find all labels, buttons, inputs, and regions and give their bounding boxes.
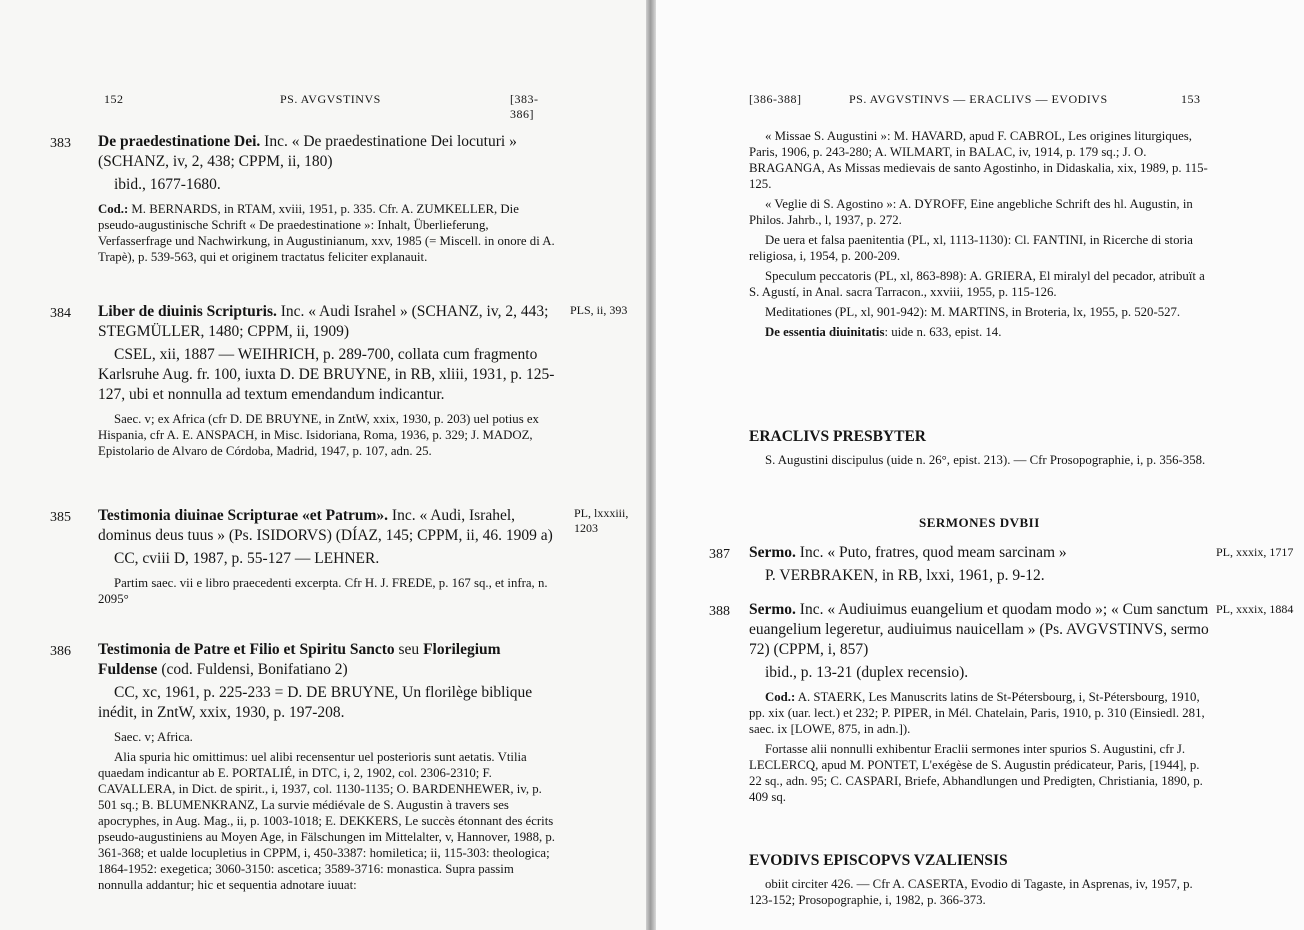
- entry-number: 384: [50, 306, 71, 321]
- left-range: [383-386]: [510, 92, 539, 121]
- right-runhead-title: PS. AVGVSTINVS — ERACLIVS — EVODIVS: [849, 92, 1108, 106]
- entry-note: M. BERNARDS, in RTAM, xviii, 1951, p. 335. Cfr. A. ZUMKELLER, Die pseudo-augustinische Schrift « De praedestinatione »: Inhalt, Überlieferung, Verfasserfrage und Nachwirkung, in Augustinianum, xxv, 1985 (= Miscell. in onore di A. Trapè), p. 539-563, qui et originem tractatus feliciter explanauit.: [98, 202, 555, 264]
- left-folio: 152: [104, 92, 124, 106]
- right-folio: 153: [1181, 92, 1201, 106]
- entry-386: [50, 640, 556, 893]
- entry-number: 383: [50, 136, 71, 151]
- entry-387: [709, 543, 1211, 586]
- right-range: [386-388]: [749, 92, 802, 106]
- pseudo-item: De uera et falsa paenitentia (PL, xl, 1113-1130): Cl. FANTINI, in Ricerche di storia religiosa, i, 1954, p. 200-209.: [749, 233, 1193, 263]
- entry-title: Liber de diuinis Scripturis.: [98, 303, 277, 320]
- margin-ref-384: PLS, ii, 393: [570, 303, 628, 317]
- entry-385: [50, 506, 556, 607]
- entry-title: Sermo.: [749, 601, 796, 618]
- essentia-text: : uide n. 633, epist. 14.: [884, 325, 1002, 339]
- eraclius-intro: [749, 452, 1211, 468]
- pseudo-item: Meditationes (PL, xl, 901-942): M. MARTINS, in Broteria, lx, 1955, p. 520-527.: [765, 305, 1181, 319]
- entry-number: 385: [50, 510, 71, 525]
- entry-number: 387: [709, 547, 730, 562]
- eraclius-text: S. Augustini discipulus (uide n. 26°, epist. 213). — Cfr Prosopographie, i, p. 356-358.: [765, 453, 1206, 467]
- evodius-text: obiit circiter 426. — Cfr A. CASERTA, Evodio di Tagaste, in Asprenas, iv, 1957, p. 123-152; Prosopographie, i, 1982, p. 366-373.: [749, 877, 1193, 907]
- entry-seu: seu: [398, 641, 420, 658]
- entry-edition: CC, cviii D, 1987, p. 55-127 — LEHNER.: [114, 550, 380, 567]
- entry-incipit: Inc. « De praedestinatione Dei locuturi » (SCHANZ, iv, 2, 438; CPPM, ii, 180): [98, 133, 517, 170]
- left-runhead-title: PS. AVGVSTINVS: [280, 92, 381, 106]
- entry-title: De praedestinatione Dei.: [98, 133, 261, 150]
- essentia-title: De essentia diuinitatis: [765, 325, 885, 339]
- entry-note: Partim saec. vii e libro praecedenti excerpta. Cfr H. J. FREDE, p. 167 sq., et infra, n. 2095°: [98, 576, 548, 606]
- left-page: [0, 0, 650, 930]
- cod-label: Cod.:: [98, 202, 129, 216]
- evodius-intro: [749, 876, 1211, 908]
- entry-title: Sermo.: [749, 544, 796, 561]
- entry-note: Alia spuria hic omittimus: uel alibi recensentur uel posterioris sunt aetatis. Vtilia quaedam indicantur ab E. PORTALIÉ, in DTC, i, 2, 1902, col. 2306-2310; F. CAVALLERA, in Dict. de spirit., i, 1937, col. 1130-1135; O. BARDENHEWER, iv, p. 501 sq.; B. BLUMENKRANZ, La survie médiévale de S. Augustin à travers ses apocryphes, in Aug. Mag., ii, p. 1003-1018; E. DEKKERS, Le succès étonnant des écrits pseudo-augustiniens au Moyen Age, in Fälschungen im Mittelalter, v, Hannover, 1988, p. 361-368; et ualde locupletius in CPPM, i, 450-3387: homiletica; ii, 115-303: theologica; 1864-1952: exegetica; 3060-3150: ascetica; 3589-3716: monastica. Supra passim nonnulla addantur; hic et sequentia adnotare iuuat:: [98, 750, 555, 892]
- pseudo-item: Speculum peccatoris (PL, xl, 863-898): A. GRIERA, El miralyl del pecador, atribuït a S. Agustí, in Anal. sacra Tarracon., xxviii, 1955, p. 115-126.: [749, 269, 1205, 299]
- entry-title-alt: Florilegium Fuldense: [98, 641, 501, 678]
- margin-ref-387: PL, xxxix, 1717: [1216, 545, 1294, 559]
- entry-edition: P. VERBRAKEN, in RB, lxxi, 1961, p. 9-12.: [765, 567, 1045, 584]
- entry-edition: CSEL, xii, 1887 — WEIHRICH, p. 289-700, collata cum fragmento Karlsruhe Aug. fr. 100, iuxta D. DE BRUYNE, in RB, xliii, 1931, p. 125-127, ubi et nonnulla ad textum emendandum indicantur.: [98, 346, 555, 403]
- entry-384: [50, 302, 556, 459]
- entry-383: [50, 132, 556, 265]
- entry-number: 386: [50, 644, 71, 659]
- entry-incipit: Inc. « Audiuimus euangelium et quodam modo »; « Cum sanctum euangelium legeretur, audiuimus nauicellam » (Ps. AVGVSTINVS, sermo 72) (CPPM, i, 857): [749, 601, 1209, 658]
- entry-edition: CC, xc, 1961, p. 225-233 = D. DE BRUYNE, Un florilège biblique inédit, in ZntW, xxix, 1930, p. 197-208.: [98, 684, 533, 721]
- book-gutter: [646, 0, 656, 930]
- cod-label: Cod.:: [765, 690, 796, 704]
- sermones-heading: SERMONES DVBII: [919, 515, 1040, 530]
- entry-note-origin: Saec. v; Africa.: [114, 730, 193, 744]
- evodius-heading: EVODIVS EPISCOPVS VZALIENSIS: [749, 852, 1008, 869]
- entry-title: Testimonia diuinae Scripturae «et Patrum».: [98, 507, 389, 524]
- right-page: [651, 0, 1304, 930]
- pseudo-item: « Veglie di S. Agostino »: A. DYROFF, Eine angebliche Schrift des hl. Augustin, in Philos. Jahrb., l, 1937, p. 272.: [749, 197, 1193, 227]
- margin-ref-388: PL, xxxix, 1884: [1216, 602, 1294, 616]
- entry-number: 388: [709, 604, 730, 619]
- entry-388: [709, 600, 1211, 805]
- entry-incipit: (cod. Fuldensi, Bonifatiano 2): [161, 661, 348, 678]
- entry-incipit: Inc. « Puto, fratres, quod meam sarcinam »: [799, 544, 1067, 561]
- pseudo-list: [749, 128, 1211, 340]
- pseudo-item: « Missae S. Augustini »: M. HAVARD, apud F. CABROL, Les origines liturgiques, Paris, 1906, p. 243-280; A. WILMART, in BALAC, iv, 1914, p. 179 sq.; J. O. BRAGANGA, As Missas medievais de santo Agostinho, in Didaskalia, xix, 1989, p. 115-125.: [749, 129, 1208, 191]
- eraclius-heading: ERACLIVS PRESBYTER: [749, 428, 927, 445]
- margin-ref-385: PL, lxxxiii, 1203: [574, 506, 629, 535]
- entry-edition: ibid., p. 13-21 (duplex recensio).: [765, 664, 969, 681]
- entry-note: Fortasse alii nonnulli exhibentur Eraclii sermones inter spurios S. Augustini, cfr J. LECLERCQ, apud M. PONTET, L'exégèse de S. Augustin prédicateur, Paris, [1944], p. 22 sq., adn. 95; C. CASPARI, Briefe, Abhandlungen und Predigten, Christiania, 1890, p. 409 sq.: [749, 742, 1203, 804]
- entry-title: Testimonia de Patre et Filio et Spiritu Sancto: [98, 641, 395, 658]
- entry-incipit: Inc. « Audi Israhel » (SCHANZ, iv, 2, 443; STEGMÜLLER, 1480; CPPM, ii, 1909): [98, 303, 549, 340]
- entry-note: Saec. v; ex Africa (cfr D. DE BRUYNE, in ZntW, xxix, 1930, p. 203) uel potius ex Hispania, cfr A. E. ANSPACH, in Misc. Isidoriana, Roma, 1936, p. 329; J. MADOZ, Epistolario de Alvaro de Córdoba, Madrid, 1947, p. 107, adn. 25.: [98, 412, 539, 458]
- entry-cod: A. STAERK, Les Manuscrits latins de St-Pétersbourg, i, St-Pétersbourg, 1910, pp. xix (uar. lect.) et 232; P. PIPER, in Mél. Chatelain, Paris, 1910, p. 310 (Einsiedl. 281, saec. ix [LOWE, 875, in adn.]).: [749, 690, 1205, 736]
- entry-incipit: Inc. « Audi, Israhel, dominus deus tuus » (Ps. ISIDORVS) (DÍAZ, 145; CPPM, ii, 46. 1909 a): [98, 507, 553, 544]
- entry-edition: ibid., 1677-1680.: [114, 176, 221, 193]
